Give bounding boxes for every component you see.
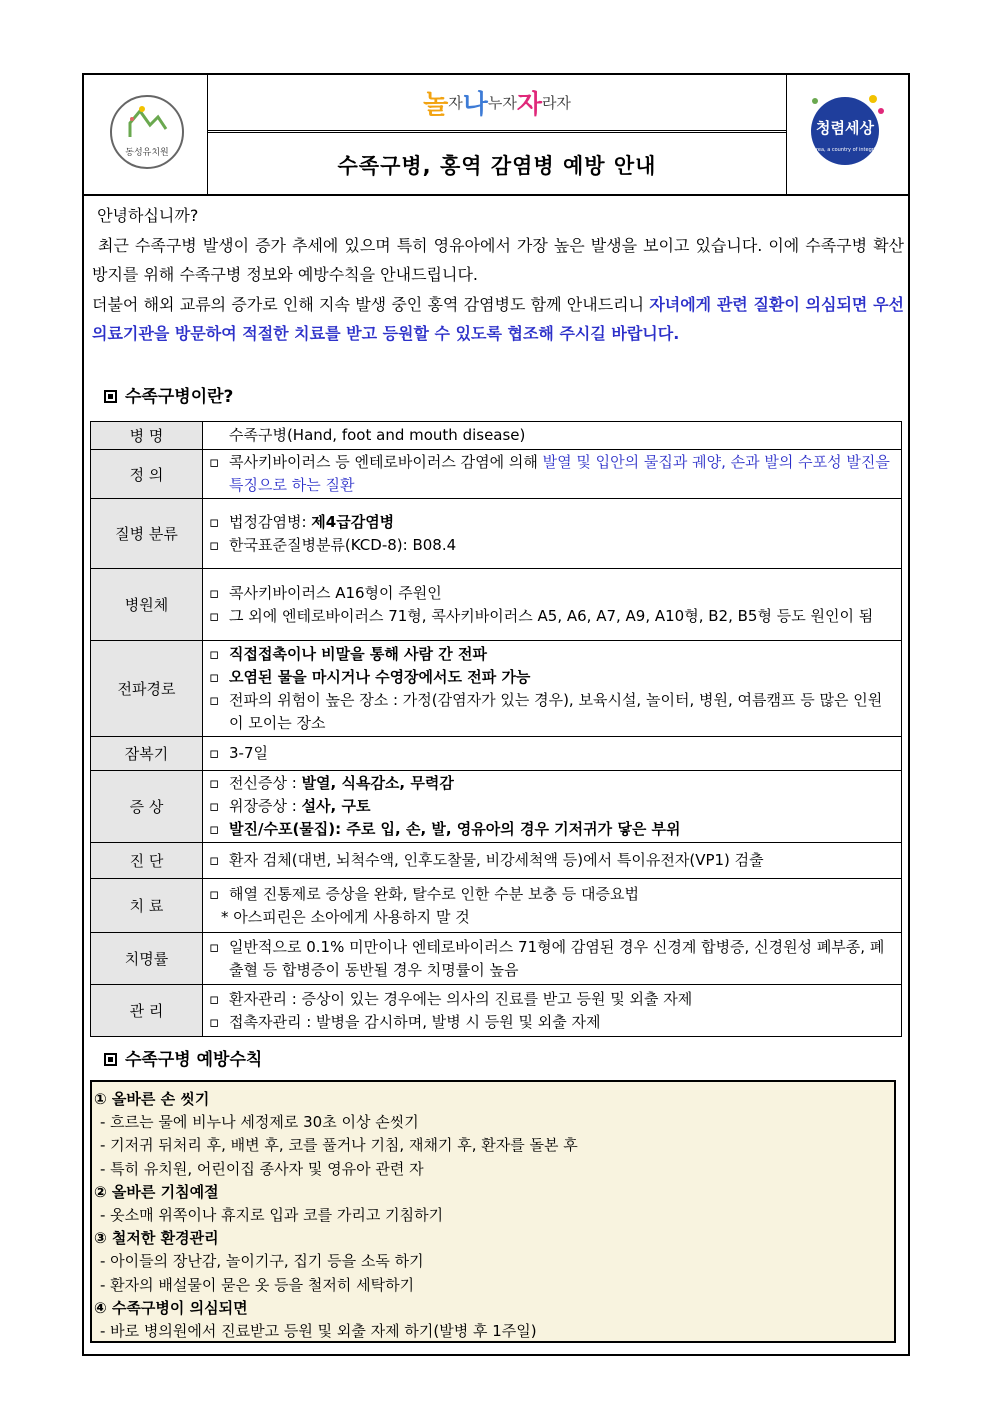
row-value: ▫ 법정감염병: 제4급감염병 ▫ 한국표준질병분류(KCD-8): B08.4 xyxy=(203,499,902,569)
row-value: ▫ 환자 검체(대변, 뇌척수액, 인후도찰물, 비강세척액 등)에서 특이유전자(VP1) 검출 xyxy=(203,843,902,879)
row-label: 증 상 xyxy=(91,771,203,843)
prevention-item: - 환자의 배설물이 묻은 옷 등을 철저히 세탁하기 xyxy=(100,1275,415,1294)
prevention-heading: ① 올바른 손 씻기 xyxy=(94,1090,210,1108)
kindergarten-logo xyxy=(110,95,184,169)
row-value: ▫ 환자관리 : 증상이 있는 경우에는 의사의 진료를 받고 등원 및 외출 자제 ▫ 접촉자관리 : 발병을 감시하며, 발병 시 등원 및 외출 자제 xyxy=(203,985,902,1037)
table-row xyxy=(91,843,902,879)
row-label: 치 료 xyxy=(91,879,203,933)
square-bullet-icon xyxy=(104,390,117,403)
table-row xyxy=(91,879,902,933)
slogan xyxy=(208,75,786,133)
integrity-logo-cell xyxy=(786,75,908,194)
slogan-part: 놀 xyxy=(423,90,449,120)
intro-paragraph-1: 최근 수족구병 발생이 증가 추세에 있으며 특히 영유아에서 가장 높은 발생을 보이고 있습니다. 이에 수족구병 확산 방지를 위해 수족구병 정보와 예방수칙을 안내드립니다. xyxy=(92,235,904,284)
house-icon xyxy=(112,97,182,143)
slogan-part: 라자 xyxy=(541,94,571,112)
table-row xyxy=(91,771,902,843)
kindergarten-logo-cell xyxy=(84,75,208,194)
prevention-item: - 특히 유치원, 어린이집 종사자 및 영유아 관련 자 xyxy=(100,1159,424,1178)
slogan-part: 나 xyxy=(462,90,488,120)
kindergarten-name: 동성유치원 xyxy=(125,148,169,158)
row-label: 병원체 xyxy=(91,569,203,641)
prevention-item: - 옷소매 위쪽이나 휴지로 입과 코를 가리고 기침하기 xyxy=(100,1206,444,1225)
table-row xyxy=(91,422,902,450)
prevention-item: - 흐르는 물에 비누나 세정제로 30초 이상 손씻기 xyxy=(100,1113,419,1132)
row-value: ▫ 해열 진통제로 증상을 완화, 탈수로 인한 수분 보충 등 대증요법 * 아스피린은 소아에게 사용하지 말 것 xyxy=(203,879,902,933)
row-value: ▫ 전신증상 : 발열, 식욕감소, 무력감 ▫ 위장증상 : 설사, 구토 ▫ 발진/수포(물집): 주로 입, 손, 발, 영유아의 경우 기저귀가 닿은 부위 xyxy=(203,771,902,843)
prevention-box xyxy=(90,1080,896,1343)
row-value: ▫ 콕사키바이러스 A16형이 주원인 ▫ 그 외에 엔테로바이러스 71형, 콕사키바이러스 A5, A6, A7, A9, A10형, B2, B5형 등도 원인이 됨 xyxy=(203,569,902,641)
header xyxy=(84,75,908,196)
prevention-heading: ③ 철저한 환경관리 xyxy=(94,1229,219,1248)
integrity-logo-subtext: Korea, a country of integrity xyxy=(809,147,881,153)
integrity-logo xyxy=(787,75,909,194)
section-title-prevention: 수족구병 예방수칙 xyxy=(104,1045,262,1070)
row-label: 질병 분류 xyxy=(91,499,203,569)
disease-info-table xyxy=(90,421,902,1037)
document-frame xyxy=(82,73,910,1356)
row-value: ▫ 직접접촉이나 비말을 통해 사람 간 전파 ▫ 오염된 물을 마시거나 수영장에서도 전파 가능 ▫ 전파의 위험이 높은 장소 : 가정(감염자가 있는 경우), 보육시설, 놀이터, 병원, 여름캠프 등 많은 인원이 모이는 장소 xyxy=(203,641,902,737)
row-label: 병 명 xyxy=(91,422,203,450)
intro-highlight: 자녀에게 관련 질환이 의심되면 우선 의료기관을 방문하여 적절한 치료를 받고 등원할 수 있도록 협조해 주시길 바랍니다. xyxy=(92,294,904,343)
row-value: ▫ 일반적으로 0.1% 미만이나 엔테로바이러스 71형에 감염된 경우 신경계 합병증, 신경원성 폐부종, 폐출혈 등 합병증이 동반될 경우 치명률이 높음 xyxy=(203,933,902,985)
prevention-item: - 아이들의 장난감, 놀이기구, 집기 등을 소독 하기 xyxy=(100,1252,424,1271)
prevention-item: - 바로 병의원에서 진료받고 등원 및 외출 자제 하기(발병 후 1주일) xyxy=(100,1322,537,1341)
table-row xyxy=(91,641,902,737)
slogan-part: 자 xyxy=(516,90,542,120)
table-row xyxy=(91,569,902,641)
page-title: 수족구병, 홍역 감염병 예방 안내 xyxy=(337,154,657,178)
table-row xyxy=(91,985,902,1037)
table-row xyxy=(91,737,902,771)
row-label: 전파경로 xyxy=(91,641,203,737)
row-label: 치명률 xyxy=(91,933,203,985)
prevention-item: - 기저귀 뒤처리 후, 배변 후, 코를 풀거나 기침, 재채기 후, 환자를 돌본 후 xyxy=(100,1136,578,1155)
table-row xyxy=(91,499,902,569)
row-label: 진 단 xyxy=(91,843,203,879)
table-row xyxy=(91,933,902,985)
row-value: ▫ 3-7일 xyxy=(203,737,902,771)
slogan-part: 누자 xyxy=(487,94,517,112)
greeting: 안녕하십니까? xyxy=(97,206,199,225)
section-title-what: 수족구병이란? xyxy=(104,382,233,407)
prevention-heading: ② 올바른 기침예절 xyxy=(94,1182,219,1201)
intro-paragraph-2: 더불어 해외 교류의 증가로 인해 지속 발생 중인 홍역 감염병도 함께 안내드리니 자녀에게 관련 질환이 의심되면 우선 의료기관을 방문하여 적절한 치료를 받고 등원할 수 있도록 협조해 주시길 바랍니다. xyxy=(92,294,904,343)
row-value: ▫ 콕사키바이러스 등 엔테로바이러스 감염에 의해 발열 및 입안의 물집과 궤양, 손과 발의 수포성 발진을 특징으로 하는 질환 xyxy=(203,450,902,499)
row-value: 수족구병(Hand, foot and mouth disease) xyxy=(203,422,902,450)
row-label: 관 리 xyxy=(91,985,203,1037)
prevention-heading: ④ 수족구병이 의심되면 xyxy=(94,1298,248,1317)
square-bullet-icon xyxy=(104,1053,117,1066)
integrity-logo-text: 청렴세상 xyxy=(816,119,874,137)
intro-text xyxy=(92,201,904,349)
table-row xyxy=(91,450,902,499)
slogan-part: 자 xyxy=(448,94,463,112)
row-label: 정 의 xyxy=(91,450,203,499)
row-label: 잠복기 xyxy=(91,737,203,771)
